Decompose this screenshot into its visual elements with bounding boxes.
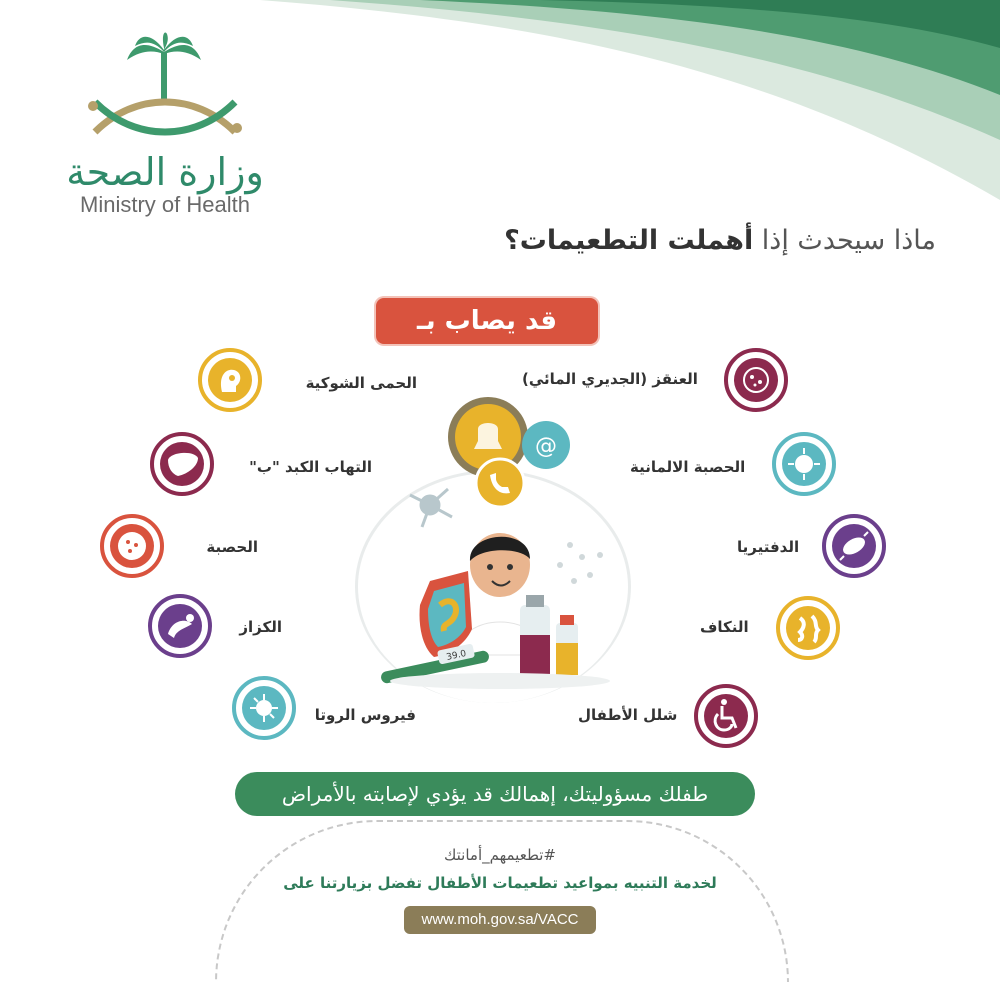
footer-dotted-arc (215, 820, 789, 982)
may-get-banner: قد يصاب بـ (376, 298, 598, 344)
responsibility-message: طفلك مسؤوليتك، إهمالك قد يؤدي لإصابته بالأمراض (235, 772, 755, 816)
vaccination-url-link[interactable]: www.moh.gov.sa/VACC (404, 906, 596, 934)
disease-label-rotavirus: فيروس الروتا (314, 706, 416, 724)
logo-arabic-name: وزارة الصحة (66, 150, 264, 194)
disease-label-tetanus: الكزاز (239, 618, 282, 636)
disease-label-meningitis: الحمى الشوكية (305, 374, 417, 392)
liver-icon (148, 430, 212, 494)
moh-logo (55, 32, 275, 222)
meningitis-icon (196, 346, 260, 410)
disease-label-rubella: الحصبة الالمانية (630, 458, 746, 476)
child-vaccine-illustration (360, 385, 640, 695)
disease-label-chickenpox: العنقز (الجديري المائي) (522, 370, 698, 388)
hashtag-text: #تطعيمهم_أمانتك (444, 846, 556, 864)
disease-label-mumps: النكاف (700, 618, 749, 636)
thermometer-reading: 39.0 (445, 648, 468, 663)
logo-english-name: Ministry of Health (80, 192, 250, 217)
tetanus-icon (146, 592, 210, 656)
rotavirus-icon (230, 674, 294, 738)
headline-prefix: ماذا سيحدث إذا (753, 225, 936, 256)
palm-swords-emblem-icon (55, 32, 275, 150)
page-headline (504, 225, 936, 256)
reminder-service-text: لخدمة التنبيه بمواعيد تطعيمات الأطفال تفضل بزيارتنا على (283, 874, 717, 892)
disease-label-hepatitis-b: التهاب الكبد "ب" (249, 458, 372, 476)
disease-label-diphtheria: الدفتيريا (737, 538, 800, 556)
svg-text:@: @ (535, 434, 557, 459)
chickenpox-icon (722, 346, 786, 410)
measles-icon (98, 512, 162, 576)
wheelchair-icon (692, 682, 756, 746)
disease-label-measles: الحصبة (206, 538, 258, 556)
diphtheria-icon (820, 512, 884, 576)
rubella-icon (770, 430, 834, 494)
mumps-icon (774, 594, 838, 658)
disease-label-polio: شلل الأطفال (578, 706, 678, 724)
headline-emphasis: أهملت التطعيمات؟ (504, 225, 754, 256)
